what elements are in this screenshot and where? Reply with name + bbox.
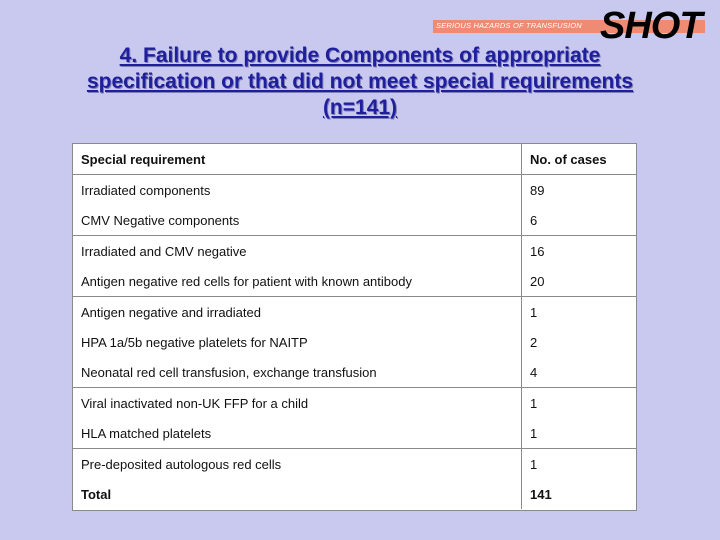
table-row bbox=[73, 327, 636, 357]
cases-cell: 6 bbox=[522, 205, 637, 236]
table-row bbox=[73, 236, 636, 267]
requirement-cell: Pre-deposited autologous red cells bbox=[73, 449, 522, 480]
cases-cell: 89 bbox=[530, 182, 545, 198]
table-row bbox=[73, 357, 636, 388]
requirement-cell: Viral inactivated non-UK FFP for a child bbox=[73, 388, 522, 419]
cases-cell: 1 bbox=[522, 418, 637, 449]
total-cases: 141 bbox=[530, 486, 552, 502]
header-no-of-cases: No. of cases bbox=[522, 144, 637, 175]
header-special-requirement: Special requirement bbox=[73, 144, 522, 175]
cases-cell: 2 bbox=[530, 334, 538, 350]
requirements-table bbox=[72, 143, 637, 511]
table-row bbox=[73, 418, 636, 449]
requirement-cell: Neonatal red cell transfusion, exchange transfusion bbox=[73, 357, 522, 388]
requirement-cell: HPA 1a/5b negative platelets for NAITP bbox=[73, 327, 522, 357]
requirement-cell: HLA matched platelets bbox=[73, 418, 522, 449]
cases-cell: 4 bbox=[522, 357, 637, 388]
table-row bbox=[73, 175, 636, 206]
cases-cell: 20 bbox=[522, 266, 637, 297]
requirement-cell: Irradiated components bbox=[73, 175, 522, 206]
table-row bbox=[73, 297, 636, 328]
table-header-row bbox=[73, 144, 636, 175]
table-row bbox=[73, 266, 636, 297]
cases-cell: 1 bbox=[530, 395, 538, 411]
title-line-3: (n=141) bbox=[322, 96, 398, 119]
requirement-cell: Antigen negative and irradiated bbox=[73, 297, 522, 328]
table-row bbox=[73, 205, 636, 236]
table-total-row bbox=[73, 479, 636, 509]
title-line-1: 4. Failure to provide Components of appropriate bbox=[119, 44, 601, 67]
logo-wordmark: SHOT bbox=[600, 5, 702, 47]
table-row bbox=[73, 388, 636, 419]
title-line-2: specification or that did not meet special requirements bbox=[86, 70, 634, 93]
requirement-cell: Antigen negative red cells for patient with known antibody bbox=[73, 266, 522, 297]
slide-title bbox=[30, 43, 690, 121]
cases-cell: 1 bbox=[530, 304, 538, 320]
logo-tagline: SERIOUS HAZARDS OF TRANSFUSION bbox=[436, 21, 582, 30]
cases-cell: 16 bbox=[530, 243, 545, 259]
cases-cell: 1 bbox=[530, 456, 538, 472]
requirement-cell: Irradiated and CMV negative bbox=[73, 236, 522, 267]
table-row bbox=[73, 449, 636, 480]
requirement-cell: CMV Negative components bbox=[73, 205, 522, 236]
total-label: Total bbox=[73, 479, 522, 509]
